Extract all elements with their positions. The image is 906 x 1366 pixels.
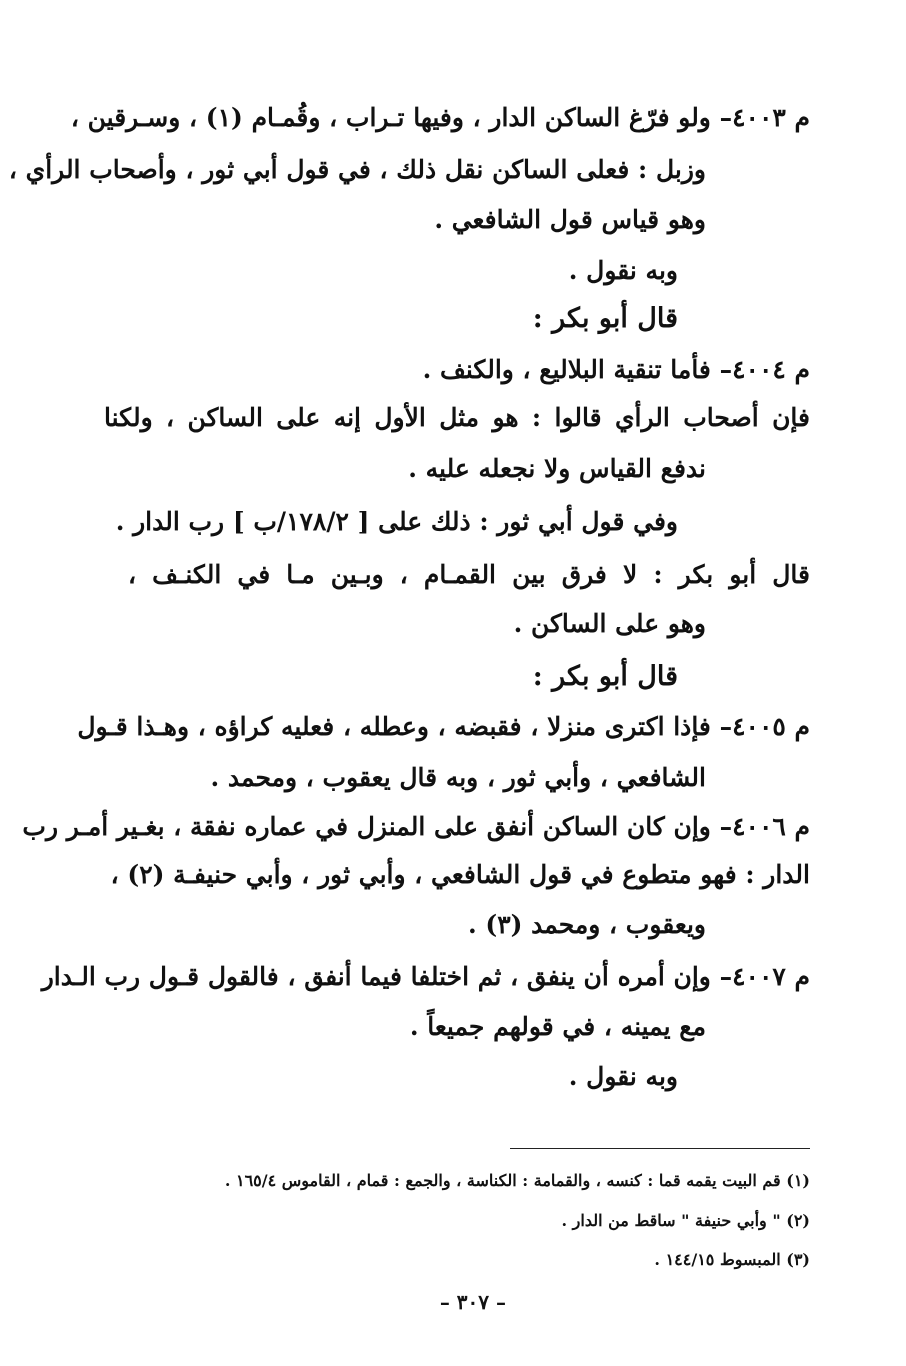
footnote: (١) قم البيت يقمه قما : كنسه ، والقمامة : الكناسة ، والجمع : قمام ، القاموس ١٦٥/٤ . <box>224 1171 810 1190</box>
footnote: (٣) المبسوط ١٤٤/١٥ . <box>654 1250 810 1269</box>
paragraph-line: وبه نقول . <box>568 256 678 285</box>
paragraph-line: م ٤٠٠٥– فإذا اكترى منزلا ، فقبضه ، وعطله ، فعليه كراؤه ، وهـذا قـول <box>77 712 810 741</box>
footnote: (٢) " وأبي حنيفة " ساقط من الدار . <box>561 1211 810 1230</box>
paragraph-line: وزبل : فعلى الساكن نقل ذلك ، في قول أبي ثور ، وأصحاب الرأي ، <box>8 155 706 184</box>
paragraph-line: م ٤٠٠٣– ولو فرّغ الساكن الدار ، وفيها تـراب ، وقُمـام (١) ، وسـرقين ، <box>70 103 810 132</box>
paragraph-line: ندفع القياس ولا نجعله عليه . <box>408 454 706 483</box>
section-heading: قال أبو بكر : <box>532 661 678 692</box>
page-number: – ٣٠٧ – <box>439 1290 506 1314</box>
paragraph-line: وفي قول أبي ثور : ذلك على [ ١٧٨/٢/ب ] رب الدار . <box>115 507 678 536</box>
paragraph-line: قال أبو بكر : لا فرق بين القمـام ، وبـين مـا في الكنـف ، <box>128 560 810 589</box>
paragraph-line: م ٤٠٠٧– وإن أمره أن ينفق ، ثم اختلفا فيما أنفق ، فالقول قـول رب الـدار <box>41 962 810 991</box>
paragraph-line: مع يمينه ، في قولهم جميعاً . <box>409 1012 706 1041</box>
paragraph-line: م ٤٠٠٦– وإن كان الساكن أنفق على المنزل في عماره نفقة ، بغـير أمـر رب <box>22 812 810 841</box>
footnote-divider <box>510 1148 810 1149</box>
paragraph-line: م ٤٠٠٤– فأما تنقية البلاليع ، والكنف . <box>422 355 810 384</box>
paragraph-line: الدار : فهو متطوع في قول الشافعي ، وأبي ثور ، وأبي حنيفـة (٢) ، <box>110 860 810 889</box>
paragraph-line: الشافعي ، وأبي ثور ، وبه قال يعقوب ، ومحمد . <box>210 763 706 792</box>
paragraph-line: وهو قياس قول الشافعي . <box>434 205 706 234</box>
paragraph-line: وهو على الساكن . <box>513 609 706 638</box>
paragraph-line: فإن أصحاب الرأي قالوا : هو مثل الأول إنه على الساكن ، ولكنا <box>104 403 810 432</box>
paragraph-line: ويعقوب ، ومحمد (٣) . <box>467 910 706 939</box>
section-heading: قال أبو بكر : <box>532 303 678 334</box>
paragraph-line: وبه نقول . <box>568 1062 678 1091</box>
